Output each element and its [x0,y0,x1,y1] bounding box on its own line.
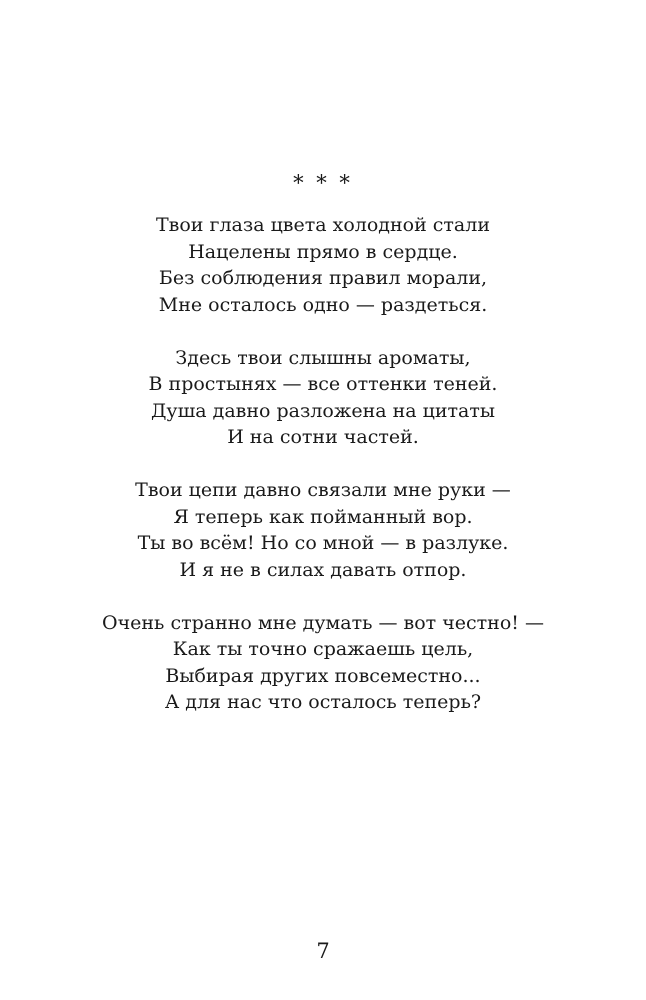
poem-line: Очень странно мне думать — вот честно! — [102,611,544,634]
poem-line: Ты во всём! Но со мной — в разлуке. [137,532,509,554]
poem-line: Мне осталось одно — раздеться. [158,293,488,316]
poem-line: Душа давно разложена на цитаты [150,399,496,422]
poem-line: Как ты точно сражаешь цель, [172,638,474,660]
poem-line: А для нас что осталось теперь? [164,691,482,713]
poem-line: Здесь твои слышны ароматы, [175,346,471,369]
stanza [0,345,646,451]
poem-line: Твои цепи давно связали мне руки — [135,479,511,501]
poem-line: Нацелены прямо в сердце. [188,240,458,263]
poem-line: Выбирая других повсеместно... [165,664,481,687]
poem-line: Я теперь как пойманный вор. [173,505,473,528]
stanza [0,477,646,583]
poem-line: И я не в силах давать отпор. [179,558,467,581]
poem-line: И на сотни частей. [227,426,419,448]
poem-line: Без соблюдения правил морали, [158,267,488,289]
poem-line: В простынях — все оттенки теней. [148,373,498,395]
poem-line: Твои глаза цвета холодной стали [155,214,490,236]
stanza [0,212,646,318]
section-ornament: * * * [293,171,353,195]
poem [0,212,646,742]
stanza [0,610,646,716]
page-number: 7 [316,939,330,963]
